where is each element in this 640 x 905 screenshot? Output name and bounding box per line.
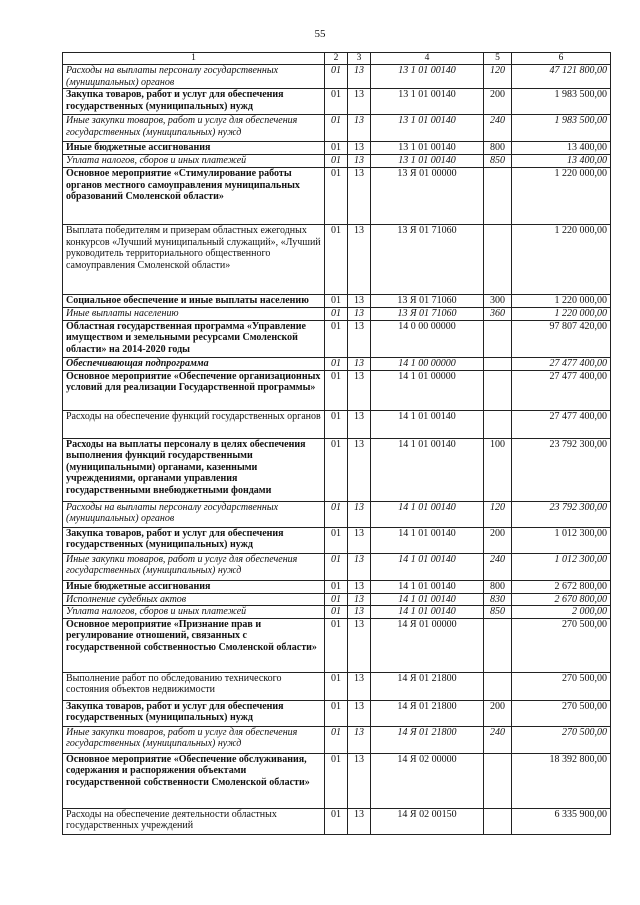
- row-name-cell: Обеспечивающая подпрограмма: [63, 357, 325, 370]
- subsection-code-cell: 13: [348, 501, 371, 527]
- amount-cell: 47 121 800,00: [512, 65, 611, 89]
- row-name-cell: Основное мероприятие «Обеспечение организационных условий для реализации Государственной программы»: [63, 370, 325, 410]
- table-row: [63, 168, 611, 225]
- table-row: [63, 753, 611, 808]
- expense-type-cell: 240: [484, 115, 512, 142]
- subsection-code-cell: 13: [348, 225, 371, 295]
- expense-type-cell: 850: [484, 155, 512, 168]
- amount-cell: 97 807 420,00: [512, 320, 611, 357]
- row-name-cell: Областная государственная программа «Управление имуществом и земельными ресурсами Смоленской области» на 2014-2020 годы: [63, 320, 325, 357]
- amount-cell: 27 477 400,00: [512, 410, 611, 438]
- row-name-cell: Иные закупки товаров, работ и услуг для обеспечения государственных (муниципальных) нужд: [63, 115, 325, 142]
- row-name-cell: Расходы на выплаты персоналу государственных (муниципальных) органов: [63, 65, 325, 89]
- section-code-cell: 01: [325, 320, 348, 357]
- amount-cell: 1 220 000,00: [512, 295, 611, 308]
- row-name-cell: Закупка товаров, работ и услуг для обеспечения государственных (муниципальных) нужд: [63, 527, 325, 553]
- subsection-code-cell: 13: [348, 142, 371, 155]
- table-row: [63, 606, 611, 619]
- amount-cell: 2 000,00: [512, 606, 611, 619]
- amount-cell: 18 392 800,00: [512, 753, 611, 808]
- subsection-code-cell: 13: [348, 370, 371, 410]
- amount-cell: 27 477 400,00: [512, 357, 611, 370]
- target-article-cell: 13 1 01 00140: [371, 65, 484, 89]
- row-name-cell: Основное мероприятие «Обеспечение обслуживания, содержания и распоряжения объектами государственной собственности Смоленской области»: [63, 753, 325, 808]
- section-code-cell: 01: [325, 438, 348, 501]
- table-row: [63, 580, 611, 593]
- amount-cell: 23 792 300,00: [512, 501, 611, 527]
- section-code-cell: 01: [325, 370, 348, 410]
- target-article-cell: 13 Я 01 71060: [371, 308, 484, 321]
- table-row: [63, 501, 611, 527]
- expense-type-cell: [484, 225, 512, 295]
- row-name-cell: Иные бюджетные ассигнования: [63, 580, 325, 593]
- column-header: 2: [325, 53, 348, 65]
- amount-cell: 6 335 900,00: [512, 808, 611, 834]
- expense-type-cell: 120: [484, 501, 512, 527]
- expense-type-cell: 800: [484, 142, 512, 155]
- target-article-cell: 13 1 01 00140: [371, 155, 484, 168]
- table-row: [63, 726, 611, 753]
- section-code-cell: 01: [325, 410, 348, 438]
- target-article-cell: 14 1 01 00140: [371, 501, 484, 527]
- expense-type-cell: 100: [484, 438, 512, 501]
- section-code-cell: 01: [325, 672, 348, 700]
- target-article-cell: 13 1 01 00140: [371, 115, 484, 142]
- target-article-cell: 14 Я 01 21800: [371, 672, 484, 700]
- row-name-cell: Выполнение работ по обследованию технического состояния объектов недвижимости: [63, 672, 325, 700]
- table-row: [63, 155, 611, 168]
- table-header-row: [63, 53, 611, 65]
- row-name-cell: Расходы на обеспечение деятельности областных государственных учреждений: [63, 808, 325, 834]
- amount-cell: 2 670 800,00: [512, 593, 611, 606]
- column-header: 5: [484, 53, 512, 65]
- subsection-code-cell: 13: [348, 580, 371, 593]
- expense-type-cell: [484, 410, 512, 438]
- subsection-code-cell: 13: [348, 320, 371, 357]
- target-article-cell: 14 1 01 00140: [371, 593, 484, 606]
- target-article-cell: 14 1 01 00140: [371, 580, 484, 593]
- amount-cell: 270 500,00: [512, 672, 611, 700]
- subsection-code-cell: 13: [348, 410, 371, 438]
- expense-type-cell: [484, 320, 512, 357]
- subsection-code-cell: 13: [348, 295, 371, 308]
- expense-type-cell: [484, 672, 512, 700]
- section-code-cell: 01: [325, 501, 348, 527]
- row-name-cell: Уплата налогов, сборов и иных платежей: [63, 606, 325, 619]
- amount-cell: 270 500,00: [512, 700, 611, 726]
- expense-type-cell: 200: [484, 89, 512, 115]
- row-name-cell: Уплата налогов, сборов и иных платежей: [63, 155, 325, 168]
- target-article-cell: 14 1 01 00000: [371, 370, 484, 410]
- row-name-cell: Социальное обеспечение и иные выплаты населению: [63, 295, 325, 308]
- amount-cell: 1 012 300,00: [512, 553, 611, 580]
- table-row: [63, 320, 611, 357]
- section-code-cell: 01: [325, 89, 348, 115]
- target-article-cell: 14 1 01 00140: [371, 606, 484, 619]
- target-article-cell: 14 Я 02 00000: [371, 753, 484, 808]
- target-article-cell: 14 Я 01 21800: [371, 700, 484, 726]
- subsection-code-cell: 13: [348, 808, 371, 834]
- row-name-cell: Расходы на выплаты персоналу государственных (муниципальных) органов: [63, 501, 325, 527]
- amount-cell: 270 500,00: [512, 726, 611, 753]
- section-code-cell: 01: [325, 527, 348, 553]
- target-article-cell: 14 1 01 00140: [371, 410, 484, 438]
- target-article-cell: 13 1 01 00140: [371, 89, 484, 115]
- section-code-cell: 01: [325, 726, 348, 753]
- target-article-cell: 14 Я 01 00000: [371, 618, 484, 672]
- subsection-code-cell: 13: [348, 726, 371, 753]
- section-code-cell: 01: [325, 225, 348, 295]
- table-row: [63, 527, 611, 553]
- expense-type-cell: [484, 618, 512, 672]
- amount-cell: 13 400,00: [512, 155, 611, 168]
- amount-cell: 1 983 500,00: [512, 89, 611, 115]
- table-row: [63, 410, 611, 438]
- column-header: 1: [63, 53, 325, 65]
- table-row: [63, 370, 611, 410]
- row-name-cell: Расходы на обеспечение функций государственных органов: [63, 410, 325, 438]
- table-row: [63, 553, 611, 580]
- expense-type-cell: 360: [484, 308, 512, 321]
- section-code-cell: 01: [325, 618, 348, 672]
- row-name-cell: Расходы на выплаты персоналу в целях обеспечения выполнения функций государственными (муниципальными) органами, казенными учреждениями, органами управления государственными внебюджетными фондами: [63, 438, 325, 501]
- row-name-cell: Иные выплаты населению: [63, 308, 325, 321]
- target-article-cell: 13 Я 01 00000: [371, 168, 484, 225]
- table-row: [63, 308, 611, 321]
- subsection-code-cell: 13: [348, 438, 371, 501]
- expense-type-cell: 300: [484, 295, 512, 308]
- amount-cell: 13 400,00: [512, 142, 611, 155]
- target-article-cell: 14 1 01 00140: [371, 553, 484, 580]
- section-code-cell: 01: [325, 606, 348, 619]
- row-name-cell: Основное мероприятие «Признание прав и регулирование отношений, связанных с государственной собственностью Смоленской области»: [63, 618, 325, 672]
- section-code-cell: 01: [325, 308, 348, 321]
- subsection-code-cell: 13: [348, 308, 371, 321]
- section-code-cell: 01: [325, 553, 348, 580]
- expense-type-cell: 830: [484, 593, 512, 606]
- section-code-cell: 01: [325, 115, 348, 142]
- amount-cell: 1 983 500,00: [512, 115, 611, 142]
- amount-cell: 1 220 000,00: [512, 308, 611, 321]
- subsection-code-cell: 13: [348, 168, 371, 225]
- subsection-code-cell: 13: [348, 593, 371, 606]
- table-body: [63, 65, 611, 835]
- amount-cell: 1 220 000,00: [512, 225, 611, 295]
- section-code-cell: 01: [325, 357, 348, 370]
- expense-type-cell: 800: [484, 580, 512, 593]
- expense-type-cell: 120: [484, 65, 512, 89]
- target-article-cell: 14 0 00 00000: [371, 320, 484, 357]
- column-header: 6: [512, 53, 611, 65]
- row-name-cell: Иные бюджетные ассигнования: [63, 142, 325, 155]
- table-row: [63, 225, 611, 295]
- section-code-cell: 01: [325, 753, 348, 808]
- table-row: [63, 115, 611, 142]
- page-number: 55: [314, 28, 326, 40]
- target-article-cell: 13 1 01 00140: [371, 142, 484, 155]
- table-row: [63, 593, 611, 606]
- subsection-code-cell: 13: [348, 700, 371, 726]
- table-row: [63, 89, 611, 115]
- expense-type-cell: 850: [484, 606, 512, 619]
- section-code-cell: 01: [325, 295, 348, 308]
- row-name-cell: Иные закупки товаров, работ и услуг для обеспечения государственных (муниципальных) нужд: [63, 553, 325, 580]
- table-row: [63, 357, 611, 370]
- expense-type-cell: [484, 357, 512, 370]
- subsection-code-cell: 13: [348, 606, 371, 619]
- amount-cell: 1 012 300,00: [512, 527, 611, 553]
- target-article-cell: 14 Я 02 00150: [371, 808, 484, 834]
- section-code-cell: 01: [325, 808, 348, 834]
- subsection-code-cell: 13: [348, 115, 371, 142]
- column-header: 3: [348, 53, 371, 65]
- subsection-code-cell: 13: [348, 89, 371, 115]
- amount-cell: 23 792 300,00: [512, 438, 611, 501]
- target-article-cell: 14 1 01 00140: [371, 438, 484, 501]
- row-name-cell: Выплата победителям и призерам областных ежегодных конкурсов «Лучший муниципальный служащий», «Лучший руководитель территориального общественного самоуправления Смоленской области»: [63, 225, 325, 295]
- expense-type-cell: [484, 168, 512, 225]
- amount-cell: 1 220 000,00: [512, 168, 611, 225]
- row-name-cell: Иные закупки товаров, работ и услуг для обеспечения государственных (муниципальных) нужд: [63, 726, 325, 753]
- row-name-cell: Основное мероприятие «Стимулирование работы органов местного самоуправления муниципальных образований Смоленской области»: [63, 168, 325, 225]
- subsection-code-cell: 13: [348, 618, 371, 672]
- subsection-code-cell: 13: [348, 753, 371, 808]
- budget-table: [62, 52, 611, 835]
- section-code-cell: 01: [325, 580, 348, 593]
- table-row: [63, 808, 611, 834]
- section-code-cell: 01: [325, 142, 348, 155]
- section-code-cell: 01: [325, 155, 348, 168]
- section-code-cell: 01: [325, 700, 348, 726]
- row-name-cell: Исполнение судебных актов: [63, 593, 325, 606]
- table-row: [63, 438, 611, 501]
- section-code-cell: 01: [325, 65, 348, 89]
- column-header: 4: [371, 53, 484, 65]
- amount-cell: 270 500,00: [512, 618, 611, 672]
- target-article-cell: 14 Я 01 21800: [371, 726, 484, 753]
- amount-cell: 27 477 400,00: [512, 370, 611, 410]
- target-article-cell: 14 1 01 00140: [371, 527, 484, 553]
- expense-type-cell: 240: [484, 726, 512, 753]
- table-row: [63, 295, 611, 308]
- expense-type-cell: 240: [484, 553, 512, 580]
- expense-type-cell: [484, 753, 512, 808]
- expense-type-cell: 200: [484, 527, 512, 553]
- subsection-code-cell: 13: [348, 357, 371, 370]
- row-name-cell: Закупка товаров, работ и услуг для обеспечения государственных (муниципальных) нужд: [63, 700, 325, 726]
- subsection-code-cell: 13: [348, 65, 371, 89]
- subsection-code-cell: 13: [348, 527, 371, 553]
- expense-type-cell: 200: [484, 700, 512, 726]
- target-article-cell: 14 1 00 00000: [371, 357, 484, 370]
- amount-cell: 2 672 800,00: [512, 580, 611, 593]
- subsection-code-cell: 13: [348, 672, 371, 700]
- table-row: [63, 142, 611, 155]
- section-code-cell: 01: [325, 168, 348, 225]
- expense-type-cell: [484, 370, 512, 410]
- row-name-cell: Закупка товаров, работ и услуг для обеспечения государственных (муниципальных) нужд: [63, 89, 325, 115]
- expense-type-cell: [484, 808, 512, 834]
- section-code-cell: 01: [325, 593, 348, 606]
- subsection-code-cell: 13: [348, 155, 371, 168]
- target-article-cell: 13 Я 01 71060: [371, 225, 484, 295]
- table-row: [63, 65, 611, 89]
- table-row: [63, 672, 611, 700]
- subsection-code-cell: 13: [348, 553, 371, 580]
- table-row: [63, 700, 611, 726]
- target-article-cell: 13 Я 01 71060: [371, 295, 484, 308]
- table-row: [63, 618, 611, 672]
